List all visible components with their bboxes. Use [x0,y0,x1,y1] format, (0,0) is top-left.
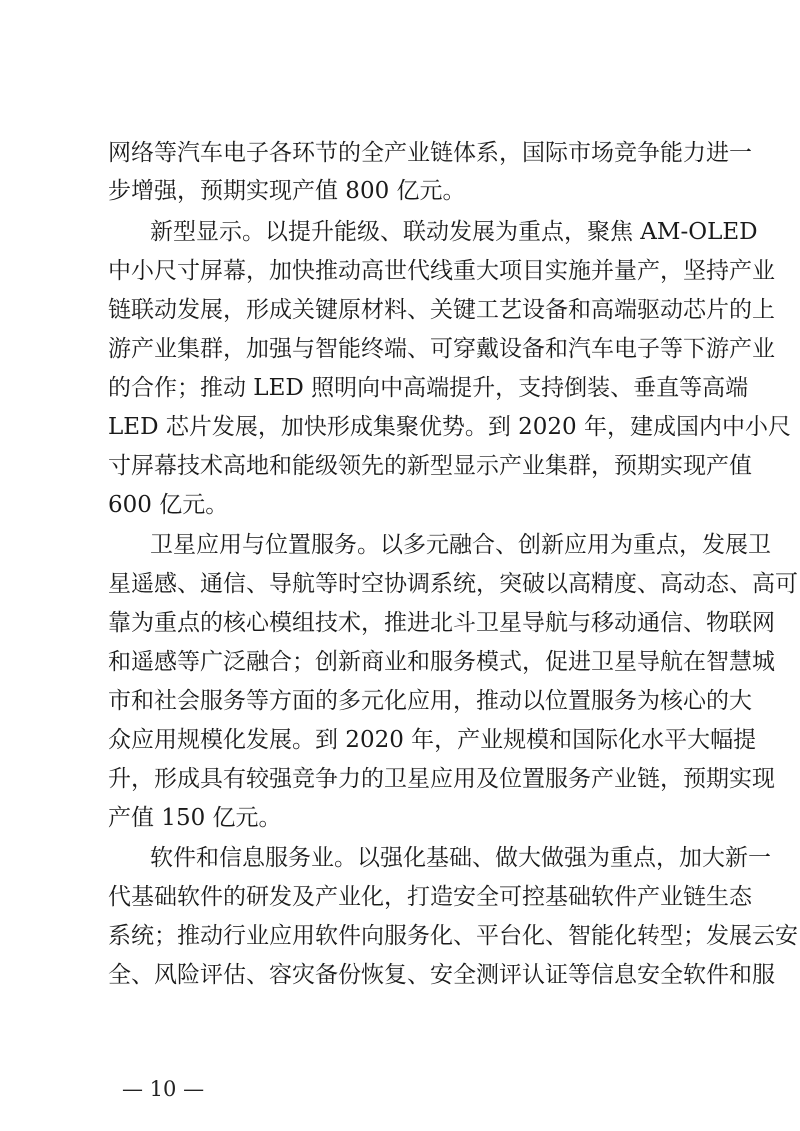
body-text-line: 代基础软件的研发及产业化，打造安全可控基础软件产业链生态 [108,884,752,910]
body-text-line: 软件和信息服务业。以强化基础、做大做强为重点，加大新一 [150,845,771,871]
body-text-line: 卫星应用与位置服务。以多元融合、创新应用为重点，发展卫 [150,532,771,558]
body-text-line: 寸屏幕技术高地和能级领先的新型显示产业集群，预期实现产值 [108,453,752,479]
body-text-line: 网络等汽车电子各环节的全产业链体系，国际市场竞争能力进一 [108,140,752,166]
body-text-line: 步增强，预期实现产值 800 亿元。 [108,178,466,204]
page-number: — 10 — [122,1077,205,1101]
body-text-line: LED 芯片发展，加快形成集聚优势。到 2020 年，建成国内中小尺 [108,414,791,440]
body-text-line: 升，形成具有较强竞争力的卫星应用及位置服务产业链，预期实现 [108,766,775,792]
body-text-line: 新型显示。以提升能级、联动发展为重点，聚焦 AM-OLED [150,219,758,245]
body-text-line: 产值 150 亿元。 [108,805,282,831]
body-text-line: 星遥感、通信、导航等时空协调系统，突破以高精度、高动态、高可 [108,571,798,597]
body-text-line: 众应用规模化发展。到 2020 年，产业规模和国际化水平大幅提 [108,727,757,753]
body-text-line: 中小尺寸屏幕，加快推动高世代线重大项目实施并量产，坚持产业 [108,258,775,284]
body-text-line: 和遥感等广泛融合；创新商业和服务模式，促进卫星导航在智慧城 [108,649,775,675]
body-text-line: 系统；推动行业应用软件向服务化、平台化、智能化转型；发展云安 [108,923,798,949]
body-text-line: 600 亿元。 [108,492,229,518]
body-text-line: 市和社会服务等方面的多元化应用，推动以位置服务为核心的大 [108,688,752,714]
body-text-line: 链联动发展，形成关键原材料、关键工艺设备和高端驱动芯片的上 [108,297,775,323]
body-text-line: 靠为重点的核心模组技术，推进北斗卫星导航与移动通信、物联网 [108,610,775,636]
body-text-line: 全、风险评估、容灾备份恢复、安全测评认证等信息安全软件和服 [108,962,775,988]
body-text-line: 的合作；推动 LED 照明向中高端提升，支持倒装、垂直等高端 [108,375,749,401]
body-text-line: 游产业集群，加强与智能终端、可穿戴设备和汽车电子等下游产业 [108,336,775,362]
